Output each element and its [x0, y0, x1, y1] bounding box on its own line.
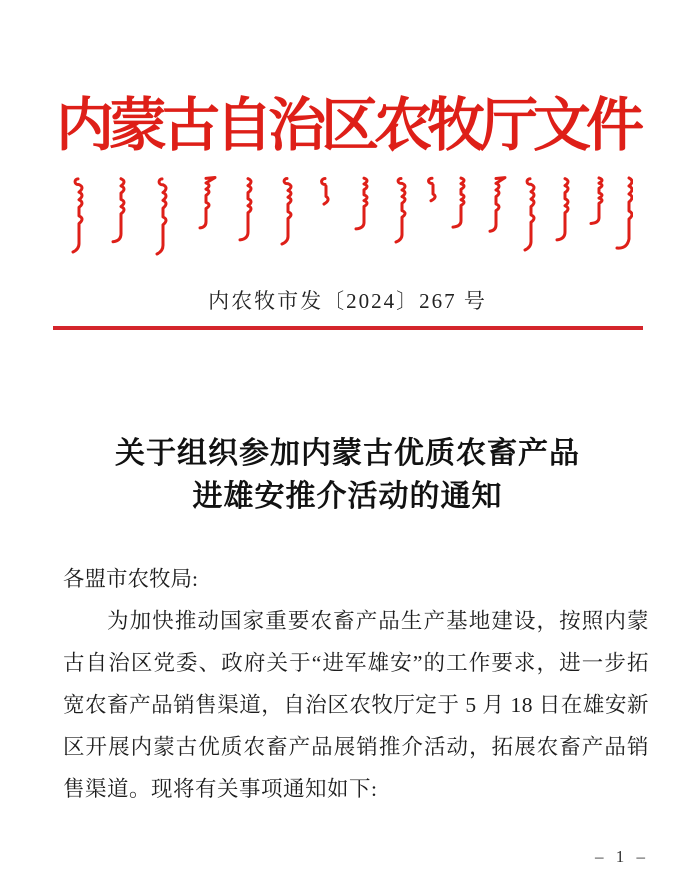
document-number: 内农牧市发〔2024〕267 号	[208, 289, 487, 313]
page-number: – 1 –	[595, 847, 649, 866]
document-title-line1: 关于组织参加内蒙古优质农畜产品	[115, 437, 580, 470]
body-paragraph: 为加快推动国家重要农畜产品生产基地建设，按照内蒙古自治区党委、政府关于“进军雄安”的工作要求，进一步拓宽农畜产品销售渠道，自治区农牧厅定于 5 月 18 日在雄安新区开展内蒙古优质农畜产品展销推介活动，拓展农畜产品销售渠道。现将有关事项通知如下:	[63, 609, 649, 801]
agency-title: 内蒙古自治区农牧厅文件	[55, 93, 639, 158]
mongolian-script-banner-icon	[63, 176, 633, 258]
red-divider-line	[53, 326, 643, 330]
document-header	[0, 0, 695, 330]
content-area	[0, 558, 695, 810]
document-title	[0, 432, 695, 518]
document-title-line2: 进雄安推介活动的通知	[192, 480, 503, 513]
document-body	[0, 432, 695, 810]
salutation: 各盟市农牧局:	[63, 567, 198, 591]
